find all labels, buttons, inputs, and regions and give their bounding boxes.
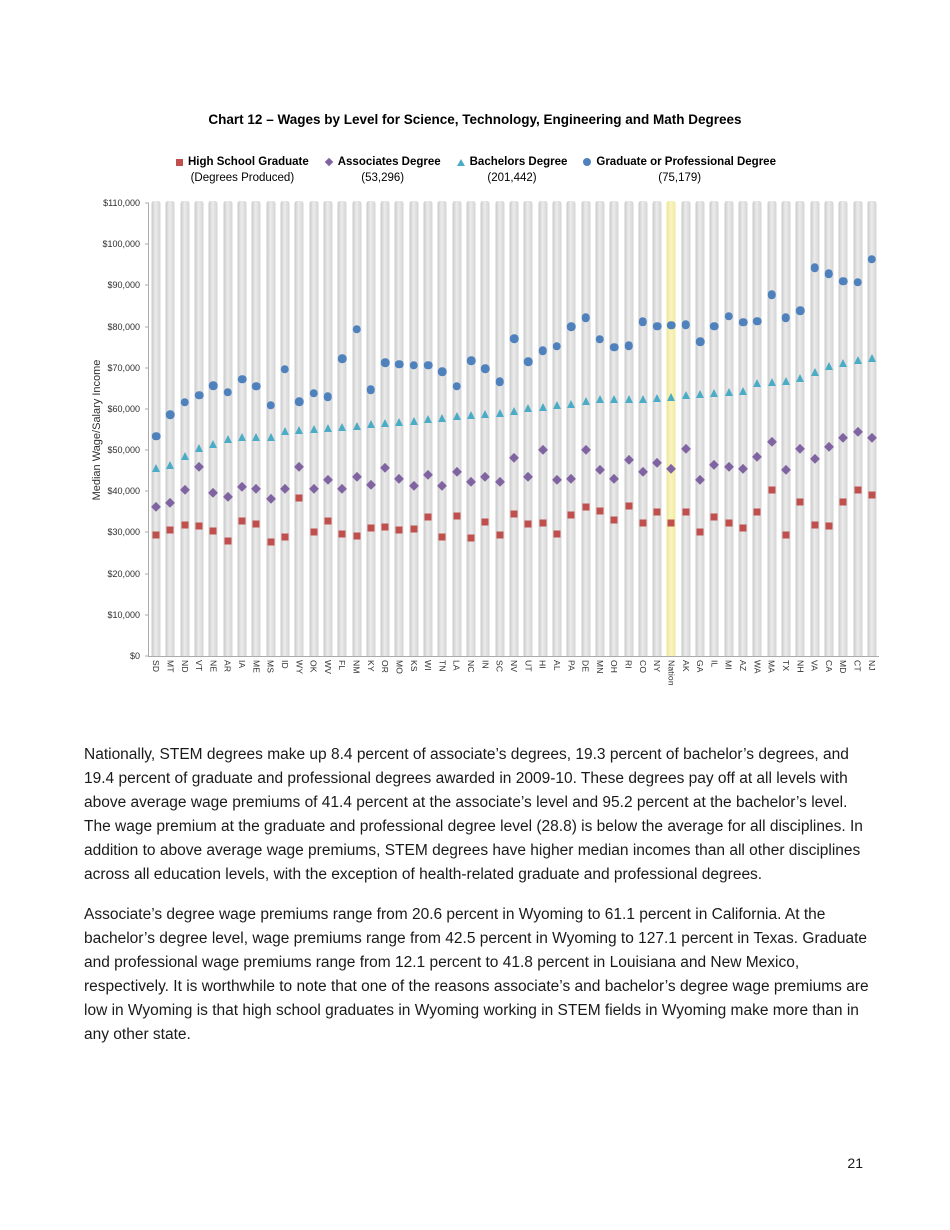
- column-bg-NH: [796, 201, 805, 656]
- point-square-IL: [711, 514, 718, 521]
- point-circle-KS: [410, 361, 419, 370]
- point-triangle-NC: [467, 411, 475, 419]
- point-square-CA: [825, 523, 832, 530]
- column-bg-MD: [839, 201, 848, 656]
- column-bg-NV: [510, 201, 519, 656]
- point-circle-NH: [796, 307, 805, 316]
- column-bg-KS: [409, 201, 418, 656]
- point-square-WV: [324, 517, 331, 524]
- point-circle-TN: [438, 368, 447, 377]
- x-axis-label-UT: UT: [523, 660, 534, 672]
- x-axis-label-CA: CA: [823, 660, 834, 673]
- column-bg-LA: [452, 201, 461, 656]
- y-axis-tick: [145, 491, 149, 492]
- legend-sublabel: (75,179): [658, 172, 702, 184]
- point-triangle-MN: [596, 395, 604, 403]
- y-axis-tick-label: $60,000: [107, 403, 140, 414]
- column-bg-MS: [266, 201, 275, 656]
- point-circle-NV: [510, 334, 519, 343]
- plot-area: [102, 198, 879, 686]
- x-axis-label-IN: IN: [480, 660, 491, 669]
- x-axis-label-AK: AK: [680, 660, 691, 672]
- point-circle-SD: [152, 432, 161, 441]
- point-triangle-WI: [424, 415, 432, 423]
- x-axis-label-GA: GA: [695, 660, 706, 673]
- point-triangle-NV: [510, 407, 518, 415]
- column-bg-PA: [567, 201, 576, 656]
- x-axis-label-TX: TX: [780, 660, 791, 672]
- point-triangle-VA: [811, 368, 819, 376]
- point-square-GA: [697, 528, 704, 535]
- point-square-MD: [840, 499, 847, 506]
- point-square-MI: [725, 519, 732, 526]
- column-bg-AL: [552, 201, 561, 656]
- x-axis-label-TN: TN: [437, 660, 448, 672]
- x-axis-label-AR: AR: [222, 660, 233, 673]
- point-triangle-AZ: [739, 387, 747, 395]
- point-circle-DE: [581, 314, 590, 323]
- y-axis-tick-label: $100,000: [102, 239, 140, 250]
- y-axis-tick: [145, 614, 149, 615]
- x-axis-label-SC: SC: [494, 660, 505, 673]
- x-axis-label-VT: VT: [194, 660, 205, 672]
- y-axis-tick: [145, 203, 149, 204]
- column-bg-NY: [653, 201, 662, 656]
- point-circle-VT: [195, 391, 204, 400]
- point-circle-FL: [338, 354, 347, 363]
- point-circle-RI: [624, 342, 633, 351]
- y-axis-tick-label: $50,000: [107, 445, 140, 456]
- column-bg-KY: [366, 201, 375, 656]
- point-circle-CT: [853, 278, 862, 287]
- column-bg-SC: [495, 201, 504, 656]
- x-axis-label-Nation: Nation: [666, 660, 677, 686]
- point-triangle-RI: [625, 395, 633, 403]
- x-axis-label-VA: VA: [809, 660, 820, 672]
- legend-label: Graduate or Professional Degree: [596, 156, 776, 168]
- column-bg-NJ: [867, 201, 876, 656]
- column-bg-HI: [538, 201, 547, 656]
- point-circle-NJ: [868, 255, 877, 264]
- point-circle-IA: [238, 375, 247, 384]
- column-bg-WA: [753, 201, 762, 656]
- point-square-IN: [482, 518, 489, 525]
- column-bg-OH: [610, 201, 619, 656]
- column-bg-AZ: [739, 201, 748, 656]
- y-axis-tick: [145, 326, 149, 327]
- point-square-ID: [281, 534, 288, 541]
- circle-legend-icon: [583, 158, 591, 166]
- point-circle-MO: [395, 360, 404, 369]
- point-square-MT: [167, 526, 174, 533]
- y-axis-tick: [145, 367, 149, 368]
- point-triangle-Nation: [667, 393, 675, 401]
- point-circle-IL: [710, 322, 719, 331]
- point-square-WI: [425, 514, 432, 521]
- point-square-NJ: [868, 491, 875, 498]
- legend-label: Associates Degree: [337, 156, 441, 168]
- point-circle-ME: [252, 382, 261, 391]
- point-triangle-IA: [238, 433, 246, 441]
- point-square-AL: [553, 530, 560, 537]
- point-circle-WA: [753, 317, 762, 326]
- legend-sublabel: (53,296): [361, 172, 405, 184]
- point-square-KY: [367, 525, 374, 532]
- legend-item-1: [176, 156, 309, 184]
- y-axis-tick-label: $30,000: [107, 527, 140, 538]
- point-circle-AK: [682, 321, 691, 330]
- point-square-LA: [453, 513, 460, 520]
- column-bg-NE: [209, 201, 218, 656]
- point-triangle-DE: [582, 397, 590, 405]
- column-bg-DE: [581, 201, 590, 656]
- point-circle-CA: [825, 270, 834, 279]
- legend-item-4: [583, 156, 776, 184]
- point-triangle-GA: [696, 390, 704, 398]
- point-circle-ID: [281, 365, 290, 374]
- legend-sublabel: (201,442): [487, 172, 537, 184]
- point-square-VT: [196, 523, 203, 530]
- y-axis-tick-label: $20,000: [107, 568, 140, 579]
- point-triangle-OR: [381, 419, 389, 427]
- point-circle-MI: [724, 312, 733, 321]
- point-square-NV: [511, 510, 518, 517]
- column-bg-MA: [767, 201, 776, 656]
- point-square-TX: [782, 531, 789, 538]
- x-axis-label-LA: LA: [451, 660, 462, 671]
- point-square-Nation: [668, 520, 675, 527]
- point-square-MA: [768, 487, 775, 494]
- chart-legend: [176, 156, 776, 184]
- x-axis-label-NV: NV: [509, 660, 519, 673]
- y-axis-tick: [145, 656, 149, 657]
- point-triangle-MO: [395, 418, 403, 426]
- point-square-OK: [310, 529, 317, 536]
- x-axis-label-MI: MI: [723, 660, 734, 670]
- column-bg-AK: [681, 201, 690, 656]
- y-axis-tick: [145, 244, 149, 245]
- point-circle-WI: [424, 361, 433, 370]
- x-axis-label-WV: WV: [322, 660, 333, 675]
- x-axis-label-MD: MD: [838, 660, 849, 674]
- point-circle-GA: [696, 338, 705, 347]
- y-axis-tick-label: $40,000: [107, 486, 140, 497]
- point-circle-NM: [352, 325, 361, 334]
- point-square-TN: [439, 534, 446, 541]
- column-bg-GA: [696, 201, 705, 656]
- x-axis-label-AL: AL: [551, 660, 562, 671]
- point-triangle-IN: [481, 410, 489, 418]
- x-axis-label-NC: NC: [466, 660, 477, 673]
- point-square-HI: [539, 519, 546, 526]
- column-bg-NC: [467, 201, 476, 656]
- column-bg-TX: [781, 201, 790, 656]
- point-triangle-OH: [610, 395, 618, 403]
- point-square-SD: [153, 531, 160, 538]
- point-circle-OK: [309, 389, 318, 398]
- point-circle-MA: [767, 291, 776, 300]
- column-bg-RI: [624, 201, 633, 656]
- point-square-OH: [611, 516, 618, 523]
- point-circle-MD: [839, 277, 848, 286]
- point-square-UT: [525, 520, 532, 527]
- point-circle-MS: [266, 401, 275, 410]
- paragraph-national-stem: Nationally, STEM degrees make up 8.4 percent of associate’s degrees, 19.3 percent of bachelor’s degrees, and 19.4 percent of graduate and professional degrees awarded in 2009-10. These degrees pay off at all levels with above average wage premiums of 41.4 percent at the associate’s level and 95.2 percent at the bachelor’s level. The wage premium at the graduate and professional degree level (28.8) is below the average for all disciplines. In addition to above average wage premiums, STEM degrees have higher median incomes than all other disciplines across all education levels, with the exception of health-related graduate and professional degrees.: [84, 745, 863, 883]
- column-bg-IL: [710, 201, 719, 656]
- point-triangle-SD: [152, 464, 160, 472]
- point-triangle-NJ: [868, 354, 876, 362]
- point-triangle-AL: [553, 401, 561, 409]
- point-triangle-KY: [367, 420, 375, 428]
- point-triangle-SC: [496, 409, 504, 417]
- point-square-SC: [496, 532, 503, 539]
- point-triangle-WV: [324, 424, 332, 432]
- point-square-DE: [582, 504, 589, 511]
- point-triangle-AK: [682, 391, 690, 399]
- diamond-legend-icon: [324, 158, 332, 166]
- point-circle-CO: [639, 317, 648, 326]
- y-axis-tick-label: $0: [129, 651, 140, 661]
- y-axis-tick: [145, 573, 149, 574]
- point-circle-AZ: [739, 318, 748, 327]
- column-bg-IN: [481, 201, 490, 656]
- x-axis-label-MT: MT: [165, 660, 176, 673]
- y-axis-tick-label: $70,000: [107, 362, 140, 373]
- square-legend-icon: [176, 159, 183, 166]
- column-bg-VT: [195, 201, 204, 656]
- point-circle-WV: [324, 392, 333, 401]
- point-triangle-TN: [438, 414, 446, 422]
- point-circle-WY: [295, 398, 304, 407]
- y-axis-tick-label: $110,000: [103, 198, 140, 208]
- x-axis-label-WA: WA: [752, 660, 763, 674]
- x-axis-label-SD: SD: [151, 660, 162, 673]
- point-circle-LA: [452, 382, 461, 391]
- point-triangle-OK: [310, 425, 318, 433]
- y-axis-title: Median Wage/Salary Income: [91, 359, 103, 501]
- point-square-WA: [754, 508, 761, 515]
- column-bg-OR: [381, 201, 390, 656]
- point-triangle-LA: [453, 412, 461, 420]
- point-triangle-NE: [209, 440, 217, 448]
- x-axis-label-MO: MO: [394, 660, 405, 675]
- point-square-NC: [468, 534, 475, 541]
- point-circle-KY: [367, 386, 376, 395]
- point-triangle-MT: [166, 461, 174, 469]
- x-axis-label-WY: WY: [294, 660, 305, 675]
- point-triangle-MS: [267, 433, 275, 441]
- point-square-ND: [181, 521, 188, 528]
- column-bg-ND: [180, 201, 189, 656]
- point-triangle-VT: [195, 444, 203, 452]
- page-number: 21: [847, 1155, 863, 1171]
- point-square-CT: [854, 486, 861, 493]
- point-square-ME: [253, 520, 260, 527]
- x-axis-label-NE: NE: [208, 660, 219, 673]
- y-axis-tick-label: $90,000: [107, 280, 140, 291]
- legend-sublabel: (Degrees Produced): [190, 172, 295, 184]
- point-square-FL: [339, 530, 346, 537]
- x-axis-label-NY: NY: [652, 660, 663, 673]
- x-axis-label-OK: OK: [308, 660, 319, 673]
- y-axis-tick: [145, 408, 149, 409]
- point-circle-UT: [524, 357, 533, 366]
- y-axis-tick: [145, 285, 149, 286]
- paragraph-wage-premium-ranges: Associate’s degree wage premiums range from 20.6 percent in Wyoming to 61.1 percent in California. At the bachelor’s degree level, wage premiums range from 42.5 percent in Wyoming to 127.1 percent in Texas. Graduate and professional wage premiums range from 12.1 percent to 41.8 percent in Louisiana and New Mexico, respectively. It is worthwhile to note that one of the reasons associate’s and bachelor’s degree wage premiums are low in Wyoming is that high school graduates in Wyoming working in STEM fields in Wyoming make more than in any other state.: [84, 905, 869, 1043]
- point-circle-OR: [381, 359, 390, 368]
- x-axis-label-HI: HI: [537, 660, 548, 669]
- y-axis-tick: [145, 532, 149, 533]
- point-triangle-AR: [224, 435, 232, 443]
- x-axis-label-KS: KS: [408, 660, 419, 672]
- point-triangle-HI: [539, 403, 547, 411]
- legend-item-2: [325, 156, 441, 184]
- x-axis-label-OH: OH: [609, 660, 620, 674]
- point-triangle-WA: [753, 379, 761, 387]
- point-circle-MN: [596, 335, 605, 344]
- column-bg-CO: [638, 201, 647, 656]
- point-square-AZ: [740, 525, 747, 532]
- x-axis-label-IL: IL: [709, 660, 720, 668]
- point-square-VA: [811, 521, 818, 528]
- column-bg-MI: [724, 201, 733, 656]
- point-square-NY: [654, 508, 661, 515]
- point-triangle-MI: [725, 388, 733, 396]
- point-square-NM: [353, 532, 360, 539]
- legend-label: High School Graduate: [188, 156, 309, 168]
- column-bg-MN: [595, 201, 604, 656]
- point-triangle-NH: [796, 374, 804, 382]
- x-axis-label-OR: OR: [380, 660, 391, 674]
- point-triangle-CA: [825, 362, 833, 370]
- column-bg-ME: [252, 201, 261, 656]
- point-triangle-FL: [338, 423, 346, 431]
- x-axis-label-ME: ME: [251, 660, 262, 674]
- x-axis-label-NM: NM: [351, 660, 362, 674]
- point-circle-IN: [481, 364, 490, 373]
- y-axis-tick-label: $10,000: [107, 609, 140, 620]
- point-circle-AR: [223, 388, 232, 397]
- point-square-AR: [224, 537, 231, 544]
- point-triangle-NM: [353, 422, 361, 430]
- column-bg-SD: [152, 201, 161, 656]
- x-axis-label-CO: CO: [637, 660, 648, 674]
- point-circle-HI: [538, 347, 547, 356]
- x-axis-label-KY: KY: [365, 660, 376, 672]
- point-circle-NY: [653, 322, 662, 331]
- point-triangle-ND: [181, 452, 189, 460]
- x-axis-label-NJ: NJ: [866, 660, 877, 671]
- point-triangle-IL: [710, 389, 718, 397]
- point-triangle-WY: [295, 426, 303, 434]
- point-circle-OH: [610, 343, 619, 352]
- chart-title: Chart 12 – Wages by Level for Science, Technology, Engineering and Math Degrees: [208, 112, 742, 127]
- column-bg-UT: [524, 201, 533, 656]
- point-square-CO: [639, 519, 646, 526]
- point-circle-Nation: [667, 321, 676, 330]
- point-circle-TX: [782, 314, 791, 323]
- point-circle-SC: [495, 377, 504, 386]
- point-square-AK: [682, 508, 689, 515]
- x-axis-label-FL: FL: [337, 660, 348, 671]
- column-bg-MT: [166, 201, 175, 656]
- x-axis-label-ND: ND: [179, 660, 190, 673]
- point-triangle-CO: [639, 395, 647, 403]
- point-square-KS: [410, 526, 417, 533]
- x-axis-label-WI: WI: [423, 660, 434, 671]
- column-bg-Nation: [667, 201, 676, 656]
- point-square-NH: [797, 498, 804, 505]
- point-circle-AL: [553, 342, 562, 351]
- point-triangle-UT: [524, 404, 532, 412]
- x-axis-label-MA: MA: [766, 660, 777, 674]
- x-axis-label-CT: CT: [852, 660, 863, 672]
- point-triangle-MA: [768, 378, 776, 386]
- point-square-MS: [267, 538, 274, 545]
- legend-item-3: [457, 156, 568, 184]
- point-triangle-CT: [854, 356, 862, 364]
- point-triangle-ID: [281, 427, 289, 435]
- point-triangle-ME: [252, 433, 260, 441]
- point-triangle-NY: [653, 394, 661, 402]
- x-axis-label-MN: MN: [594, 660, 605, 674]
- point-circle-NE: [209, 382, 218, 391]
- point-square-PA: [568, 512, 575, 519]
- x-axis-label-DE: DE: [580, 660, 591, 673]
- triangle-legend-icon: [457, 159, 465, 166]
- point-circle-VA: [810, 263, 819, 272]
- x-axis-label-NH: NH: [795, 660, 806, 673]
- point-circle-MT: [166, 410, 175, 419]
- x-axis-label-IA: IA: [237, 660, 248, 669]
- point-square-MO: [396, 526, 403, 533]
- column-bg-IA: [238, 201, 247, 656]
- x-axis-label-RI: RI: [623, 660, 634, 669]
- x-axis-label-PA: PA: [566, 660, 577, 672]
- point-triangle-TX: [782, 377, 790, 385]
- x-axis-label-ID: ID: [279, 660, 290, 669]
- y-axis-tick: [145, 450, 149, 451]
- point-square-OR: [382, 524, 389, 531]
- point-circle-NC: [467, 356, 476, 365]
- column-bg-WI: [424, 201, 433, 656]
- column-bg-AR: [223, 201, 232, 656]
- point-square-NE: [210, 528, 217, 535]
- point-circle-PA: [567, 323, 576, 332]
- point-square-RI: [625, 503, 632, 510]
- legend-label: Bachelors Degree: [469, 156, 568, 168]
- column-bg-TN: [438, 201, 447, 656]
- point-triangle-KS: [410, 417, 418, 425]
- point-circle-ND: [181, 398, 190, 407]
- x-axis-label-AZ: AZ: [738, 660, 749, 672]
- y-axis-tick-label: $80,000: [107, 321, 140, 332]
- x-axis-label-MS: MS: [265, 660, 276, 674]
- point-square-MN: [596, 507, 603, 514]
- point-square-WY: [296, 494, 303, 501]
- point-triangle-MD: [839, 359, 847, 367]
- column-bg-MO: [395, 201, 404, 656]
- point-square-IA: [239, 518, 246, 525]
- point-triangle-PA: [567, 400, 575, 408]
